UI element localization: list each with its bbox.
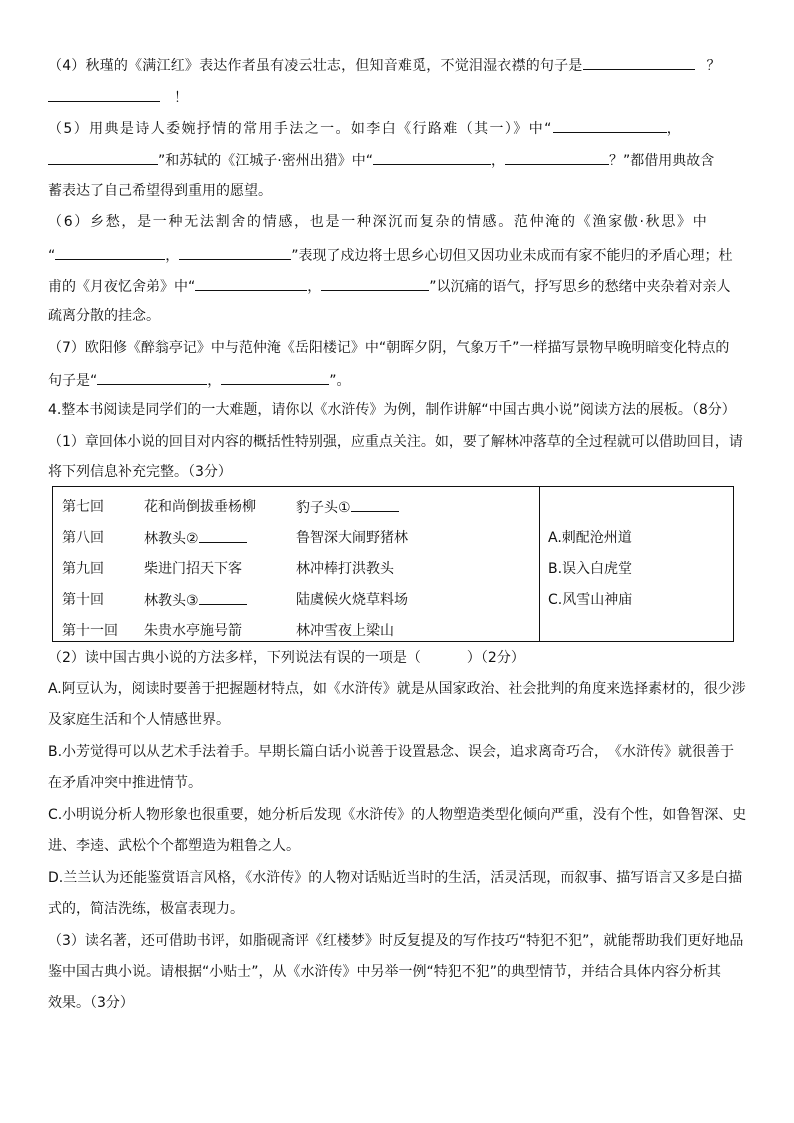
chapter-list xyxy=(53,487,540,642)
item7-line2 xyxy=(48,369,351,391)
choice-d-line1 xyxy=(48,868,742,888)
answer-blank[interactable] xyxy=(48,149,158,165)
item5-line1 xyxy=(48,117,682,139)
quote-open: “ xyxy=(48,248,56,264)
item4-line1 xyxy=(48,54,721,76)
option-a: A.刺配沧州道 xyxy=(548,530,632,546)
item5-text: 蓄表达了自己希望得到重用的愿望。 xyxy=(48,183,272,199)
q4-part3-line2 xyxy=(48,962,721,982)
question-4-title: 4.整本书阅读是同学们的一大难题，请你以《水浒传》为例，制作讲解“中国古典小说”阅读方法的展板。（8分） xyxy=(48,402,736,418)
choice-d-line2 xyxy=(48,899,244,919)
chapter-no: 第九回 xyxy=(62,561,104,577)
comma: ， xyxy=(207,373,222,389)
choice-b: B.小芳觉得可以从艺术手法着手。早期长篇白话小说善于设置悬念、误会，追求离奇巧合， 《水浒传》就很善于 xyxy=(48,744,735,760)
answer-blank[interactable] xyxy=(221,369,329,385)
choice-a: A.阿豆认为，阅读时要善于把握题材特点，如《水浒传》就是从国家政治、社会批判的角度来选择素材的，很少涉 xyxy=(48,681,746,697)
chapter-title-left: 花和尚倒拔垂杨柳 xyxy=(144,499,256,515)
chapter-no: 第十回 xyxy=(62,592,104,608)
q4-part2 xyxy=(48,648,525,668)
item6-text: ”表现了戍边将士思乡心切但又因功业未成而有家不能归的矛盾心理；杜 xyxy=(291,248,733,264)
item7-text: ”。 xyxy=(329,373,351,389)
item7-text: 句子是“ xyxy=(48,373,98,389)
item7-text: （7）欧阳修《醉翁亭记》中与范仲淹《岳阳楼记》中“朝晖夕阴，气象万千”一样描写景物早晚明暗变化特点的 xyxy=(48,340,730,356)
item5-line2 xyxy=(48,149,714,171)
choice-c: C.小明说分析人物形象也很重要，她分析后发现《水浒传》的人物塑造类型化倾向严重，没有个性，如鲁智深、史 xyxy=(48,807,747,823)
q4-intro xyxy=(48,400,736,420)
answer-blank[interactable] xyxy=(505,149,609,165)
part3-text: （3）读名著，还可借助书评，如脂砚斋评《红楼梦》时反复提及的写作技巧“特犯不犯”，就能帮助我们更好地品 xyxy=(48,933,744,949)
answer-blank[interactable] xyxy=(321,275,429,291)
option-c: C.风雪山神庙 xyxy=(548,592,633,608)
item6-text: 疏离分散的挂念。 xyxy=(48,308,160,324)
item6-text: 甫的《月夜忆舍弟》中“ xyxy=(48,279,196,295)
item5-text: ”和苏轼的《江城子·密州出猎》中“ xyxy=(158,153,373,169)
choice-d: 式的，简洁洗练，极富表现力。 xyxy=(48,901,244,917)
item6-line1 xyxy=(48,212,708,232)
part1-text: 将下列信息补充完整。（3分） xyxy=(48,464,232,480)
chapter-no: 第八回 xyxy=(62,530,104,546)
item5-text: ？”都借用典故含 xyxy=(608,153,715,169)
answer-blank[interactable] xyxy=(97,369,207,385)
chapter-table xyxy=(52,486,734,642)
item7-line1 xyxy=(48,338,729,358)
answer-blank[interactable] xyxy=(583,54,695,70)
q4-part3-line3 xyxy=(48,993,134,1013)
choice-c-line2 xyxy=(48,836,300,856)
item6-line2 xyxy=(48,244,733,266)
answer-blank[interactable] xyxy=(48,86,160,102)
chapter-title-left: 林教头③ xyxy=(144,589,247,610)
comma: ， xyxy=(490,153,505,169)
q4-part1-line2 xyxy=(48,462,232,482)
chapter-title-left: 林教头② xyxy=(144,527,247,548)
chapter-no: 第十一回 xyxy=(62,623,118,639)
choice-b: 在矛盾冲突中推进情节。 xyxy=(48,775,202,791)
item6-line4 xyxy=(48,306,160,326)
choice-c-line1 xyxy=(48,805,746,825)
answer-blank[interactable] xyxy=(199,527,247,543)
answer-blank[interactable] xyxy=(195,275,307,291)
part1-text: （1）章回体小说的回目对内容的概括性特别强，应重点关注。如，要了解林冲落草的全过程就可以借助回目，请 xyxy=(48,434,743,450)
answer-blank[interactable] xyxy=(351,496,399,512)
comma: ， xyxy=(307,279,322,295)
choice-d: D.兰兰认为还能鉴赏语言风格，《水浒传》的人物对话贴近当时的生活，活灵活现，而叙事、描写语言又多是白描 xyxy=(48,870,743,886)
option-column xyxy=(540,487,734,642)
item6-text: ”以沉痛的语气，抒写思乡的愁绪中夹杂着对亲人 xyxy=(429,279,731,295)
q4-part3-line1 xyxy=(48,931,743,951)
option-b: B.误入白虎堂 xyxy=(548,561,633,577)
chapter-title-right: 陆虞候火烧草料场 xyxy=(296,592,408,608)
answer-blank[interactable] xyxy=(179,244,291,260)
chapter-title-right: 林冲雪夜上梁山 xyxy=(296,623,394,639)
answer-blank[interactable] xyxy=(553,117,667,133)
answer-blank[interactable] xyxy=(199,589,247,605)
item4-line2 xyxy=(48,86,188,108)
choice-c: 进、李逵、武松个个都塑造为粗鲁之人。 xyxy=(48,838,300,854)
chapter-title-right: 林冲棒打洪教头 xyxy=(296,561,394,577)
answer-blank[interactable] xyxy=(55,244,165,260)
item5-line3 xyxy=(48,181,272,201)
choice-b-line2 xyxy=(48,773,202,793)
item5-text: （5）用典是诗人委婉抒情的常用手法之一。如李白《行路难（其一）》中“ xyxy=(48,121,553,137)
chapter-title-right: 鲁智深大闹野猪林 xyxy=(296,530,408,546)
part3-text: 鉴中国古典小说。请根据“小贴士”，从《水浒传》中另举一例“特犯不犯”的典型情节，并结合具体内容分析其 xyxy=(48,964,722,980)
answer-blank[interactable] xyxy=(373,149,491,165)
item6-line3 xyxy=(48,275,731,297)
choice-a-line1 xyxy=(48,679,746,699)
q4-part1-line1 xyxy=(48,432,743,452)
choice-b-line1 xyxy=(48,742,734,762)
comma: ， xyxy=(666,121,683,137)
part2-text: （2）读中国古典小说的方法多样，下列说法有误的一项是（ xyxy=(48,650,421,666)
choice-a-line2 xyxy=(48,710,230,730)
part3-text: 效果。（3分） xyxy=(48,995,134,1011)
chapter-title-left: 朱贵水亭施号箭 xyxy=(144,623,242,639)
comma: ， xyxy=(165,248,180,264)
chapter-title-right: 豹子头① xyxy=(296,496,399,517)
chapter-title-left: 柴进门招天下客 xyxy=(144,561,242,577)
exclamation-mark: ！ xyxy=(174,90,188,106)
item6-text: （6）乡愁，是一种无法割舍的情感，也是一种深沉而复杂的情感。范仲淹的《渔家傲·秋思》中 xyxy=(48,214,709,230)
part2-text: ）（2分） xyxy=(466,650,525,666)
chapter-no: 第七回 xyxy=(62,499,104,515)
question-mark: ？ xyxy=(706,58,721,74)
choice-a: 及家庭生活和个人情感世界。 xyxy=(48,712,230,728)
item4-text: （4）秋瑾的《满江红》表达作者虽有凌云壮志，但知音难觅，不觉泪湿衣襟的句子是 xyxy=(48,58,583,74)
